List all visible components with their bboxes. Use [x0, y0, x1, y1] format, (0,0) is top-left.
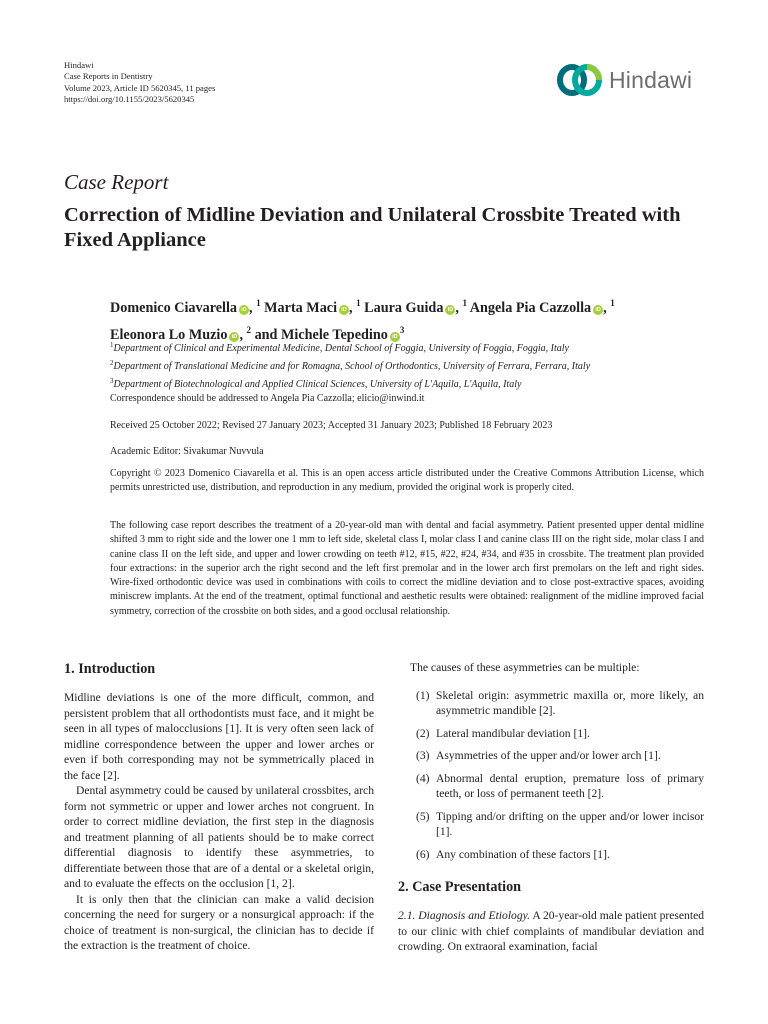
author-affil-sup: 1: [462, 298, 468, 308]
academic-editor: Academic Editor: Sivakumar Nuvvula: [110, 446, 264, 457]
hindawi-logo: [556, 62, 692, 98]
section-heading-case-presentation: 2. Case Presentation: [398, 879, 522, 895]
affiliation-3: $^3$Department of Biotechnological and Applied Clinical Sciences, University of L'Aquila, L'Aquila, Italy: [110, 377, 522, 390]
author-5: Eleonora Lo Muzio iD , $^2$: [110, 325, 252, 343]
author-2: Marta Maci iD , $^1$: [264, 298, 361, 316]
author-3: Laura Guida iD , $^1$: [364, 298, 468, 316]
case-presentation-paragraph: 2.1. Diagnosis and Etiology. A 20-year-old male patient presented to our clinic with chief complaints of mandibular deviation and crowding. On extraoral examination, facial: [398, 909, 705, 953]
affiliation-1: $^1$Department of Clinical and Experimental Medicine, Dental School of Foggia, University of Foggia, Foggia, Italy: [110, 341, 569, 354]
author-4: Angela Pia Cazzolla iD , $^1$: [469, 298, 615, 316]
intro-paragraph-2: Dental asymmetry could be caused by unilateral crossbites, arch form not symmetric or upper and lower arches not congruent. In order to correct midline deviation, the first step in the diagnosis and treatment planning of all patients should be to make correct differential diagnosis to identify these asymmetries, to differentiate between those that are of a dental or a skeletal origin, and to evaluate the effects on the occlusion [1, 2].: [64, 784, 374, 890]
list-item: (1) Skeletal origin: asymmetric maxilla or, more likely, an asymmetric mandible [2].: [416, 688, 704, 717]
orcid-icon[interactable]: iD: [593, 305, 603, 315]
logo-text: Hindawi: [609, 66, 693, 93]
journal-name: Case Reports in Dentistry: [64, 71, 153, 82]
affiliation-2: $^2$Department of Translational Medicine and for Romagna, School of Orthodontics, University of Ferrara, Ferrara, Italy: [110, 359, 591, 372]
author-affil-sup: 1: [256, 298, 261, 308]
right-column: [398, 660, 704, 955]
causes-list: [398, 688, 704, 863]
author-name[interactable]: Marta Maci: [264, 300, 338, 316]
volume-line: Volume 2023, Article ID 5620345, 11 pages: [64, 82, 216, 93]
author-affil-sup: 1: [356, 298, 361, 308]
list-item: (2) Lateral mandibular deviation [1].: [416, 726, 590, 740]
left-column: [64, 660, 374, 954]
author-affil-sup: 3: [399, 325, 405, 335]
abstract: The following case report describes the treatment of a 20-year-old man with dental and facial asymmetry. Patient presented upper dental midline shifted 3 mm to right side and the lower one 1 mm to left side, skeletal class I, molar class I and canine class III on the right side, molar class I and canine class II on the left side, and upper and lower crowding on teeth #12, #15, #22, #24, #34, and #35 in crossbite. The treatment plan provided four extractions: in the superior arch the right second and the left first premolar and in the lower arch first premolars on the left and right sides. Wire-fixed orthodontic device was used in combinations with coils to correct the midline deviation and to close post-extractive spaces, avoiding miniscrew implants. At the end of the treatment, optimal functional and aesthetic results were obtained: realignment of the midline improved facial symmetry, correction of the crossbite on both sides, and a good occlusal relationship.: [110, 520, 704, 617]
orcid-icon[interactable]: iD: [390, 332, 400, 342]
author-name[interactable]: and Michele Tepedino: [254, 327, 388, 343]
author-name[interactable]: Domenico Ciavarella: [110, 300, 238, 316]
subsection-heading: 2.1. Diagnosis and Etiology.: [398, 909, 531, 922]
author-1: Domenico Ciavarella iD , $^1$: [110, 298, 261, 316]
affiliations: [110, 338, 590, 392]
list-item: (3) Asymmetries of the upper and/or lower arch [1].: [416, 749, 661, 762]
orcid-icon[interactable]: iD: [229, 332, 239, 342]
journal-meta: [64, 60, 215, 105]
publication-dates: Received 25 October 2022; Revised 27 January 2023; Accepted 31 January 2023; Published 18 February 2023: [110, 420, 553, 431]
section-heading-introduction: 1. Introduction: [64, 661, 156, 677]
causes-lead: The causes of these asymmetries can be multiple:: [410, 661, 640, 674]
doi-link[interactable]: https://doi.org/10.1155/2023/5620345: [64, 93, 195, 104]
copyright-notice: Copyright © 2023 Domenico Ciavarella et al. This is an open access article distributed under the Creative Commons Attribution License, which permits unrestricted use, distribution, and reproduction in any medium, provided the original work is properly cited.: [110, 468, 704, 494]
orcid-icon[interactable]: iD: [239, 305, 249, 315]
orcid-icon[interactable]: iD: [445, 305, 455, 315]
author-affil-sup: 2: [246, 325, 252, 335]
article-type: Case Report: [64, 170, 169, 194]
publisher-name: Hindawi: [64, 60, 94, 70]
intro-paragraph-3: It is only then that the clinician can make a valid decision concerning the need for surgery or a nonsurgical approach: if the choice of treatment is non-surgical, the clinician has to decide if the extraction is the treatment of choice.: [64, 892, 374, 952]
author-affil-sup: 1: [610, 298, 615, 308]
author-name[interactable]: Laura Guida: [364, 300, 444, 316]
author-name[interactable]: Eleonora Lo Muzio: [110, 327, 228, 343]
list-item: (6) Any combination of these factors [1].: [416, 847, 610, 861]
author-name[interactable]: Angela Pia Cazzolla: [469, 300, 592, 316]
article-title: Correction of Midline Deviation and Unilateral Crossbite Treated with Fixed Appliance: [64, 204, 681, 251]
intro-paragraph-1: Midline deviations is one of the more difficult, common, and persistent problem that all orthodontists must face, and it might be seen in all types of malocclusions [1]. It is very often seen lack of midline correspondence between the upper and lower arches or even if both corresponding may not be symmetrically placed in the face [2].: [64, 691, 374, 782]
list-item: (4) Abnormal dental eruption, premature loss of primary teeth, or loss of permanent teeth [2].: [416, 771, 704, 800]
list-item: (5) Tipping and/or drifting on the upper and/or lower incisor [1].: [416, 809, 704, 838]
hindawi-rings-icon: [556, 62, 604, 98]
correspondence: Correspondence should be addressed to Angela Pia Cazzolla; elicio@inwind.it: [110, 393, 425, 404]
orcid-icon[interactable]: iD: [339, 305, 349, 315]
